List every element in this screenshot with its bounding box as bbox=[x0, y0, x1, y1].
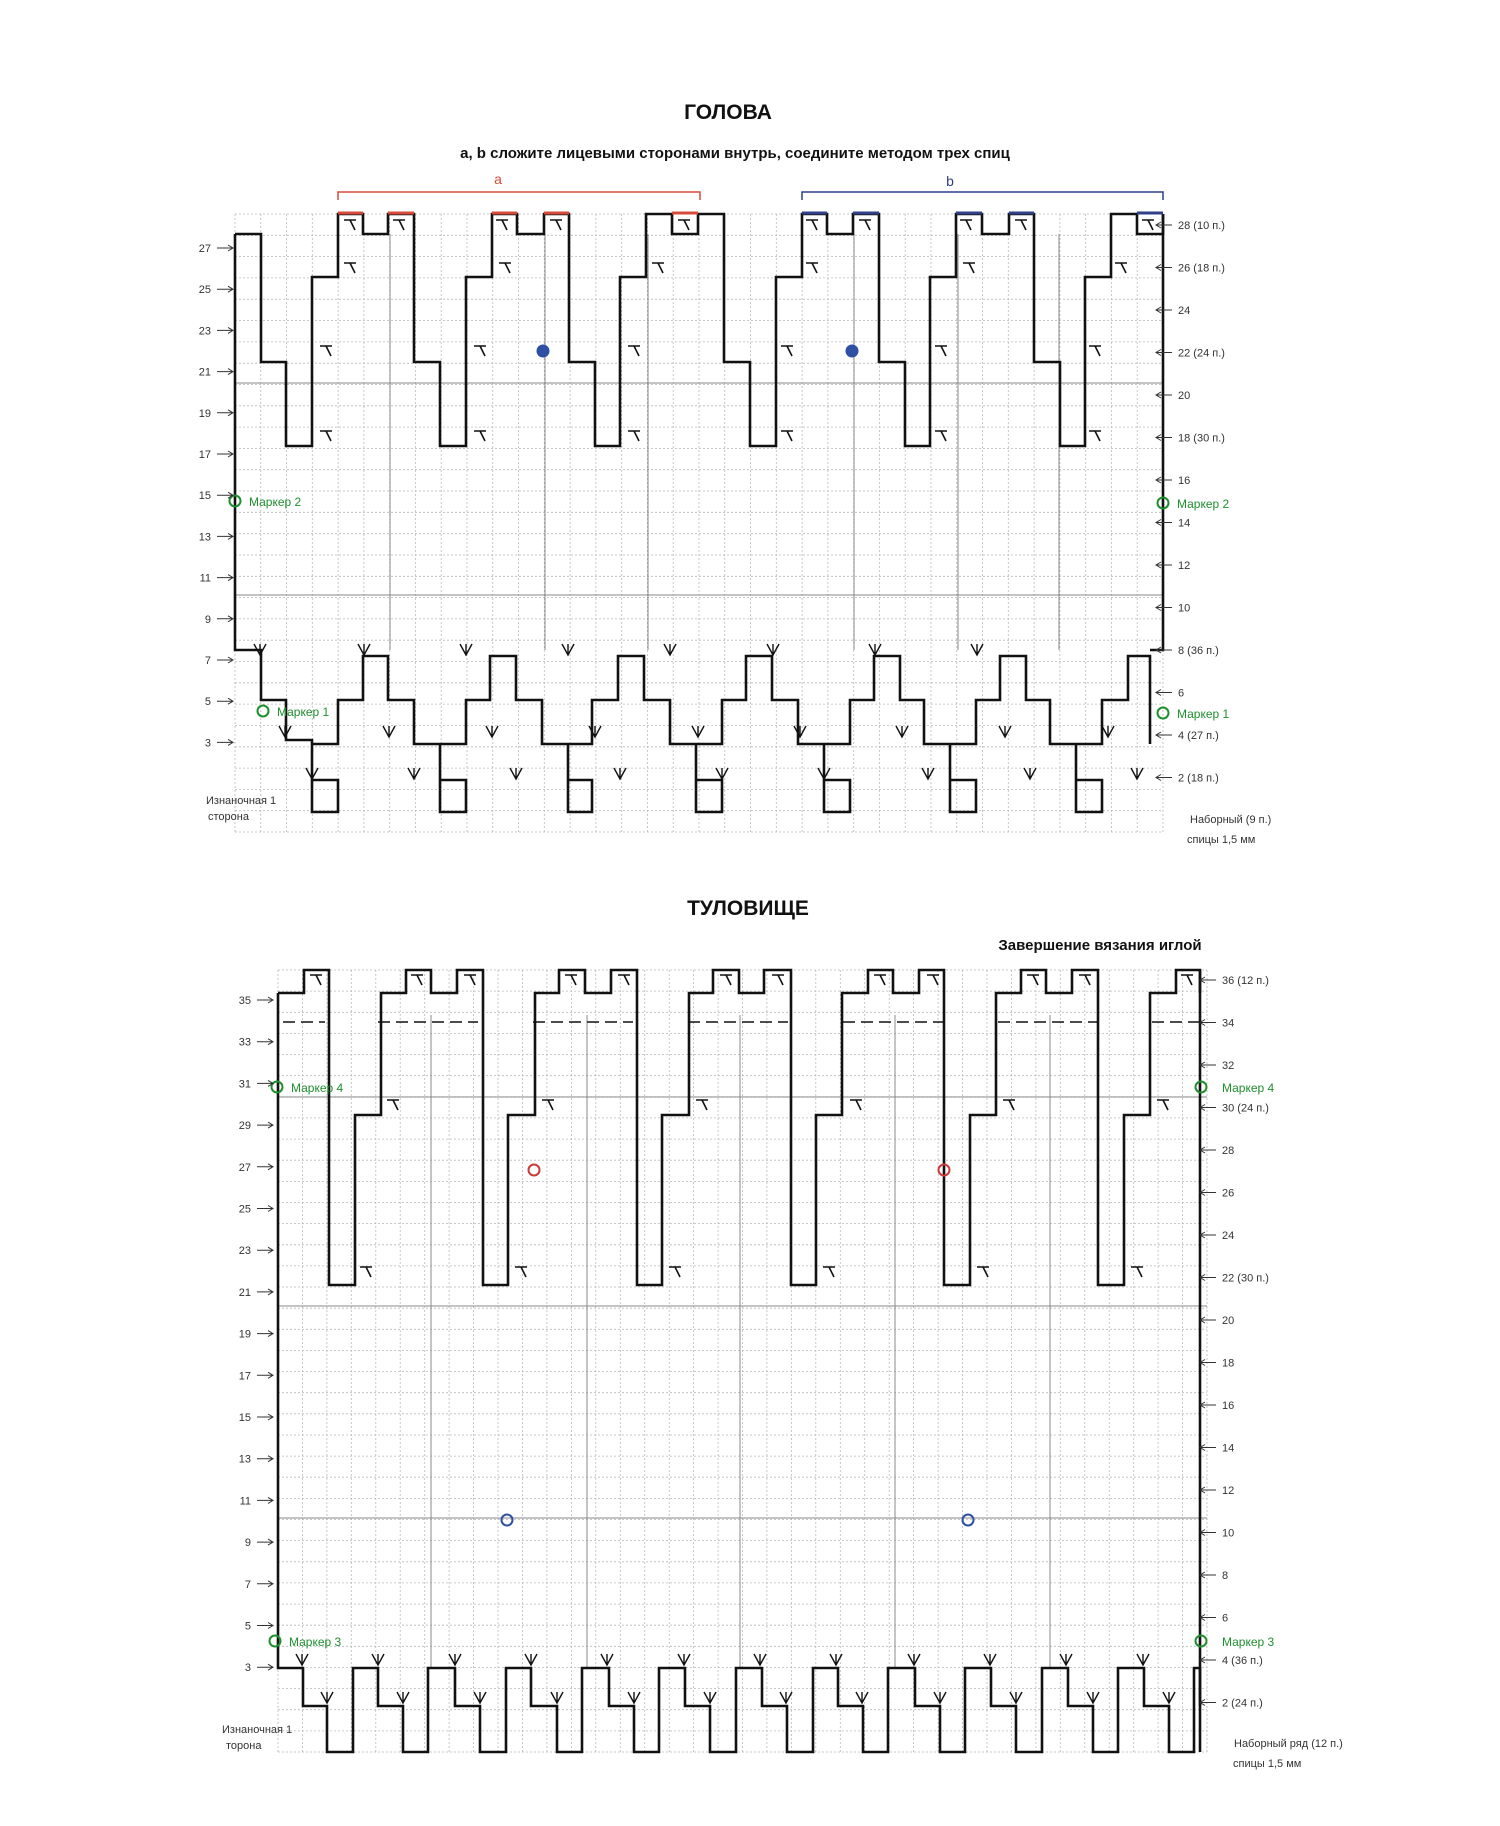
decrease-icon bbox=[652, 263, 664, 273]
decrease-icon bbox=[874, 975, 886, 985]
row-arrow-icon bbox=[257, 1331, 273, 1337]
increase-icon bbox=[1010, 1692, 1022, 1703]
decrease-icon bbox=[781, 346, 793, 356]
decrease-icon bbox=[720, 975, 732, 985]
row-number-label: 29 bbox=[238, 1120, 251, 1133]
row-arrow-icon bbox=[1200, 1105, 1216, 1111]
row-arrow-icon bbox=[257, 1581, 273, 1587]
decrease-icon bbox=[1089, 431, 1101, 441]
row-number-label: 13 bbox=[198, 531, 211, 544]
row-arrow-icon bbox=[1200, 977, 1216, 983]
head-marker-2-left: Маркер 2 bbox=[249, 495, 302, 509]
row-arrow-icon bbox=[217, 698, 233, 704]
row-arrow-icon bbox=[1200, 1062, 1216, 1068]
row-number-label: 9 bbox=[244, 1537, 251, 1550]
body-needle-size-label: спицы 1,5 мм bbox=[1233, 1758, 1302, 1770]
row-arrow-icon bbox=[1200, 1232, 1216, 1238]
row-number-label: 28 (10 п.) bbox=[1178, 220, 1225, 232]
decrease-icon bbox=[499, 263, 511, 273]
row-number-label: 4 (27 п.) bbox=[1178, 730, 1219, 742]
head-marker-1-left: Маркер 1 bbox=[277, 705, 330, 719]
increase-icon bbox=[984, 1654, 996, 1665]
row-arrow-icon bbox=[257, 1372, 273, 1378]
decrease-icon bbox=[1115, 263, 1127, 273]
grid-columns bbox=[278, 970, 1207, 1752]
row-number-label: 7 bbox=[244, 1578, 251, 1591]
decrease-icon bbox=[1142, 220, 1154, 230]
row-number-label: 16 bbox=[1178, 475, 1191, 487]
increase-icon bbox=[716, 768, 728, 779]
row-number-label: 12 bbox=[1222, 1485, 1235, 1497]
row-number-label: 30 (24 п.) bbox=[1222, 1102, 1269, 1115]
row-arrow-icon bbox=[217, 616, 233, 622]
row-number-label: 15 bbox=[198, 490, 211, 503]
row-arrow-icon bbox=[217, 575, 233, 581]
row-arrow-icon bbox=[1200, 1020, 1216, 1026]
head-chart bbox=[230, 192, 1169, 832]
row-arrow-icon bbox=[257, 997, 273, 1003]
row-number-label: 31 bbox=[238, 1078, 251, 1091]
increase-icon bbox=[486, 726, 498, 737]
safety-eye-dot-icon bbox=[846, 345, 859, 358]
decrease-icon bbox=[1003, 1100, 1015, 1110]
stitch-marker-ring-icon bbox=[1158, 708, 1169, 719]
row-arrow-icon bbox=[1200, 1190, 1216, 1196]
row-number-label: 23 bbox=[198, 325, 211, 338]
nose-mark-ring-icon bbox=[529, 1165, 540, 1176]
increase-icon bbox=[306, 768, 318, 779]
decrease-icon bbox=[696, 1100, 708, 1110]
row-arrow-icon bbox=[1200, 1445, 1216, 1451]
decrease-icon bbox=[1089, 346, 1101, 356]
row-number-label: 22 (24 п.) bbox=[1178, 347, 1225, 360]
decrease-icon bbox=[1131, 1267, 1143, 1277]
row-number-label: 2 (18 п.) bbox=[1178, 772, 1219, 785]
row-number-label: 19 bbox=[198, 407, 211, 420]
row-arrow-icon bbox=[217, 286, 233, 292]
row-number-label: 32 bbox=[1222, 1060, 1235, 1072]
increase-icon bbox=[1163, 1692, 1175, 1703]
row-arrow-icon bbox=[1200, 1700, 1216, 1706]
row-number-label: 8 bbox=[1222, 1570, 1229, 1582]
body-title: ТУЛОВИЩЕ bbox=[687, 897, 809, 920]
decrease-icon bbox=[474, 346, 486, 356]
increase-icon bbox=[628, 1692, 640, 1703]
decrease-icon bbox=[935, 431, 947, 441]
group-b-label: b bbox=[946, 173, 954, 189]
decrease-icon bbox=[963, 263, 975, 273]
decrease-icon bbox=[320, 346, 332, 356]
row-arrow-icon bbox=[217, 451, 233, 457]
arm-mark-ring-icon bbox=[502, 1515, 513, 1526]
decrease-icon bbox=[387, 1100, 399, 1110]
decrease-icon bbox=[823, 1267, 835, 1277]
head-left-row-numbers bbox=[199, 243, 233, 749]
decrease-icon bbox=[859, 220, 871, 230]
increase-icon bbox=[971, 644, 983, 655]
row-arrow-icon bbox=[217, 327, 233, 333]
decrease-icon bbox=[310, 975, 322, 985]
row-arrow-icon bbox=[257, 1289, 273, 1295]
increase-icon bbox=[896, 726, 908, 737]
increase-icon bbox=[856, 1692, 868, 1703]
row-arrow-icon bbox=[257, 1247, 273, 1253]
row-arrow-icon bbox=[217, 369, 233, 375]
increase-icon bbox=[474, 1692, 486, 1703]
decrease-icon bbox=[464, 975, 476, 985]
row-arrow-icon bbox=[1200, 1530, 1216, 1536]
increase-icon bbox=[1024, 768, 1036, 779]
increase-icon bbox=[1087, 1692, 1099, 1703]
row-arrow-icon bbox=[1156, 732, 1172, 738]
increase-icon bbox=[296, 1654, 308, 1665]
row-arrow-icon bbox=[1200, 1402, 1216, 1408]
decrease-icon bbox=[393, 220, 405, 230]
decrease-icon bbox=[850, 1100, 862, 1110]
row-number-label: 35 bbox=[238, 995, 251, 1007]
increase-icon bbox=[908, 1654, 920, 1665]
group-b-bracket bbox=[802, 192, 1163, 200]
increase-icon bbox=[510, 768, 522, 779]
increase-icon bbox=[372, 1654, 384, 1665]
increase-icon bbox=[460, 644, 472, 655]
row-number-label: 25 bbox=[198, 284, 211, 297]
row-number-label: 12 bbox=[1178, 560, 1191, 572]
row-number-label: 13 bbox=[238, 1453, 251, 1466]
row-number-label: 2 (24 п.) bbox=[1222, 1697, 1263, 1710]
row-arrow-icon bbox=[257, 1206, 273, 1212]
body-wrong-side-label: Изнаночная 1 bbox=[222, 1724, 293, 1736]
row-arrow-icon bbox=[217, 245, 233, 251]
decrease-icon bbox=[344, 220, 356, 230]
increase-icon bbox=[780, 1692, 792, 1703]
group-a-label: a bbox=[494, 171, 502, 187]
increase-icon bbox=[397, 1692, 409, 1703]
row-number-label: 33 bbox=[238, 1036, 251, 1049]
row-number-label: 25 bbox=[238, 1203, 251, 1216]
row-number-label: 27 bbox=[238, 1161, 251, 1174]
row-number-label: 34 bbox=[1222, 1017, 1235, 1030]
row-arrow-icon bbox=[217, 533, 233, 539]
row-arrow-icon bbox=[1156, 775, 1172, 781]
row-number-label: 26 (18 п.) bbox=[1178, 262, 1225, 275]
row-arrow-icon bbox=[257, 1039, 273, 1045]
row-number-label: 7 bbox=[204, 655, 211, 667]
decrease-icon bbox=[1015, 220, 1027, 230]
head-right-edge bbox=[1150, 214, 1163, 650]
row-arrow-icon bbox=[1200, 1487, 1216, 1493]
row-arrow-icon bbox=[1200, 1657, 1216, 1663]
row-number-label: 19 bbox=[238, 1328, 251, 1341]
increase-icon bbox=[279, 726, 291, 737]
row-number-label: 18 (30 п.) bbox=[1178, 432, 1225, 445]
head-marker-2-right: Маркер 2 bbox=[1177, 497, 1230, 511]
increase-icon bbox=[1131, 768, 1143, 779]
increase-icon bbox=[614, 768, 626, 779]
group-a-bracket bbox=[338, 192, 700, 200]
row-number-label: 26 bbox=[1222, 1187, 1235, 1200]
row-arrow-icon bbox=[1200, 1615, 1216, 1621]
row-number-label: 24 bbox=[1222, 1230, 1235, 1242]
body-chart bbox=[270, 970, 1208, 1752]
row-number-label: 24 bbox=[1178, 305, 1191, 317]
row-number-label: 14 bbox=[1222, 1442, 1235, 1455]
increase-icon bbox=[664, 644, 676, 655]
decrease-icon bbox=[542, 1100, 554, 1110]
body-marker-4-right: Маркер 4 bbox=[1222, 1081, 1275, 1095]
row-arrow-icon bbox=[257, 1497, 273, 1503]
body-wrong-side-label-2: торона bbox=[226, 1740, 262, 1752]
head-marker-1-right: Маркер 1 bbox=[1177, 707, 1230, 721]
row-number-label: 17 bbox=[198, 449, 211, 461]
row-arrow-icon bbox=[1200, 1572, 1216, 1578]
head-title: ГОЛОВА bbox=[684, 101, 772, 124]
row-arrow-icon bbox=[257, 1539, 273, 1545]
increase-icon bbox=[1060, 1654, 1072, 1665]
increase-icon bbox=[869, 644, 881, 655]
row-number-label: 3 bbox=[244, 1662, 251, 1675]
row-arrow-icon bbox=[257, 1414, 273, 1420]
row-number-label: 17 bbox=[238, 1370, 251, 1383]
arm-mark-ring-icon bbox=[963, 1515, 974, 1526]
row-arrow-icon bbox=[1200, 1317, 1216, 1323]
decrease-icon bbox=[935, 346, 947, 356]
increase-icon bbox=[1102, 726, 1114, 737]
row-number-label: 10 bbox=[1222, 1527, 1235, 1540]
stitch-marker-ring-icon bbox=[258, 706, 269, 717]
increase-icon bbox=[358, 644, 370, 655]
row-number-label: 9 bbox=[204, 613, 211, 626]
row-number-label: 36 (12 п.) bbox=[1222, 975, 1269, 987]
decrease-icon bbox=[360, 1267, 372, 1277]
row-number-label: 6 bbox=[1222, 1612, 1229, 1625]
increase-icon bbox=[562, 644, 574, 655]
increase-icon bbox=[922, 768, 934, 779]
decrease-icon bbox=[806, 263, 818, 273]
decrease-icon bbox=[772, 975, 784, 985]
increase-icon bbox=[999, 726, 1011, 737]
increase-icon bbox=[1137, 1654, 1149, 1665]
decrease-icon bbox=[474, 431, 486, 441]
increase-icon bbox=[818, 768, 830, 779]
increase-icon bbox=[408, 768, 420, 779]
head-cast-on-label: Наборный (9 п.) bbox=[1190, 814, 1272, 826]
row-arrow-icon bbox=[217, 410, 233, 416]
increase-icon bbox=[551, 1692, 563, 1703]
increase-icon bbox=[383, 726, 395, 737]
row-arrow-icon bbox=[257, 1080, 273, 1086]
increase-icon bbox=[934, 1692, 946, 1703]
safety-eye-dot-icon bbox=[537, 345, 550, 358]
head-subtitle: a, b сложите лицевыми сторонами внутрь, соедините методом трех спиц bbox=[460, 145, 1010, 162]
increase-icon bbox=[525, 1654, 537, 1665]
body-marker-3-left: Маркер 3 bbox=[289, 1635, 342, 1649]
row-arrow-icon bbox=[1200, 1147, 1216, 1153]
decrease-icon bbox=[515, 1267, 527, 1277]
row-number-label: 10 bbox=[1178, 602, 1191, 615]
row-number-label: 20 bbox=[1222, 1315, 1235, 1327]
row-number-label: 8 (36 п.) bbox=[1178, 645, 1219, 657]
decrease-icon bbox=[781, 431, 793, 441]
increase-icon bbox=[704, 1692, 716, 1703]
body-marker-4-left: Маркер 4 bbox=[291, 1081, 344, 1095]
row-arrow-icon bbox=[217, 739, 233, 745]
row-number-label: 28 bbox=[1222, 1145, 1235, 1157]
grid-columns bbox=[235, 214, 1163, 832]
row-arrow-icon bbox=[257, 1456, 273, 1462]
increase-icon bbox=[754, 1654, 766, 1665]
row-arrow-icon bbox=[217, 657, 233, 663]
row-number-label: 20 bbox=[1178, 390, 1191, 402]
increase-icon bbox=[449, 1654, 461, 1665]
increase-icon bbox=[794, 726, 806, 737]
head-wrong-side-label-2: сторона bbox=[208, 811, 249, 823]
decrease-icon bbox=[550, 220, 562, 230]
row-number-label: 21 bbox=[198, 366, 211, 379]
increase-icon bbox=[767, 644, 779, 655]
row-arrow-icon bbox=[1200, 1275, 1216, 1281]
row-number-label: 6 bbox=[1178, 687, 1185, 700]
body-outline bbox=[278, 970, 1200, 1752]
row-number-label: 3 bbox=[204, 737, 211, 750]
head-wrong-side-label: Изнаночная 1 bbox=[206, 795, 277, 807]
body-finish-note: Завершение вязания иглой bbox=[998, 937, 1202, 954]
body-marker-3-right: Маркер 3 bbox=[1222, 1635, 1275, 1649]
decrease-icon bbox=[669, 1267, 681, 1277]
row-number-label: 15 bbox=[238, 1412, 251, 1424]
decrease-icon bbox=[1027, 975, 1039, 985]
decrease-icon bbox=[628, 346, 640, 356]
decrease-icon bbox=[678, 220, 690, 230]
row-number-label: 5 bbox=[204, 696, 211, 709]
body-left-row-numbers bbox=[239, 995, 273, 1674]
row-number-label: 23 bbox=[238, 1245, 251, 1258]
row-number-label: 4 (36 п.) bbox=[1222, 1655, 1263, 1667]
row-number-label: 22 (30 п.) bbox=[1222, 1272, 1269, 1285]
decrease-icon bbox=[927, 975, 939, 985]
row-number-label: 14 bbox=[1178, 517, 1191, 530]
row-number-label: 16 bbox=[1222, 1400, 1235, 1412]
decrease-icon bbox=[960, 220, 972, 230]
decrease-icon bbox=[320, 431, 332, 441]
row-arrow-icon bbox=[257, 1122, 273, 1128]
decrease-icon bbox=[618, 975, 630, 985]
row-number-label: 11 bbox=[199, 572, 211, 585]
increase-icon bbox=[601, 1654, 613, 1665]
row-arrow-icon bbox=[257, 1623, 273, 1629]
increase-icon bbox=[678, 1654, 690, 1665]
row-arrow-icon bbox=[1156, 690, 1172, 696]
decrease-icon bbox=[628, 431, 640, 441]
decrease-icon bbox=[496, 220, 508, 230]
row-arrow-icon bbox=[257, 1664, 273, 1670]
head-needle-size-label: спицы 1,5 мм bbox=[1187, 834, 1256, 846]
row-number-label: 11 bbox=[239, 1495, 251, 1508]
row-number-label: 27 bbox=[198, 243, 211, 255]
increase-icon bbox=[321, 1692, 333, 1703]
decrease-icon bbox=[806, 220, 818, 230]
row-number-label: 5 bbox=[244, 1620, 251, 1633]
decrease-icon bbox=[411, 975, 423, 985]
decrease-icon bbox=[1157, 1100, 1169, 1110]
row-arrow-icon bbox=[257, 1164, 273, 1170]
row-number-label: 21 bbox=[238, 1286, 251, 1299]
increase-icon bbox=[692, 726, 704, 737]
decrease-icon bbox=[344, 263, 356, 273]
body-cast-on-label: Наборный ряд (12 п.) bbox=[1234, 1738, 1343, 1750]
row-number-label: 18 bbox=[1222, 1357, 1235, 1370]
row-arrow-icon bbox=[1200, 1360, 1216, 1366]
